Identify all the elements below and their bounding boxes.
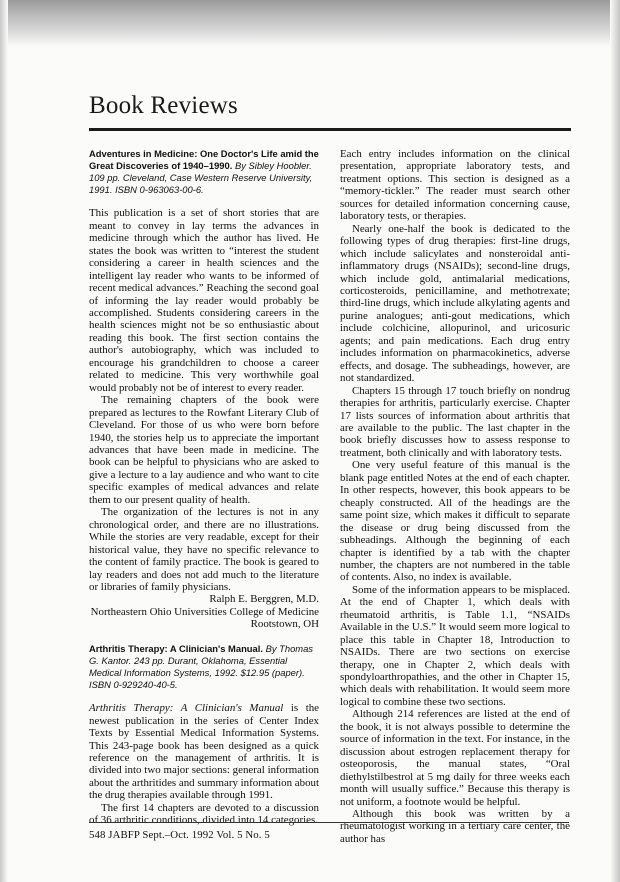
scan-shadow-top [0,0,620,46]
footer-citation: 548 JABFP Sept.–Oct. 1992 Vol. 5 No. 5 [89,829,270,841]
review-1-signature [89,593,319,630]
reviewer-affiliation: Northeastern Ohio Universities College of Medicine [90,605,319,618]
review-2-book-title: Arthritis Therapy: A Clinician's Manual. [89,642,263,654]
review-1-citation [89,148,319,196]
section-title: Book Reviews [89,92,238,119]
review-2-paragraph: Each entry includes information on the clinical presentation, appropriate laboratory tests, and treatment options. This section is designed as a “memory-tickler.” The reader must search other sources for detailed information concerning cause, laboratory tests, or therapies. [340,148,570,223]
review-2-paragraph: Chapters 15 through 17 touch briefly on nondrug therapies for arthritis, particularly exercise. Chapter 17 lists sources of information about arthritis that are available to the public. The last chapter in the book briefly discusses how to assess response to treatment, both clinically and with laboratory tests. [340,384,570,459]
review-2-paragraph: The first 14 chapters are devoted to a discussion of 36 arthritic conditions, divided into 14 categories. [89,801,319,827]
reviewer-name: Ralph E. Berggren, M.D. [209,593,319,606]
left-column [89,148,319,827]
review-2-lead-title: Arthritis Therapy: A Clinician's Manual [89,702,284,715]
review-2-paragraph: Although 214 references are listed at the end of the book, it is not always possible to determine the source of information in the text. For instance, in the discussion about estrogen replacement therapy for osteoporosis, the manual states, “Oral diethylstilbestrol at 5 mg daily for three weeks each month will usually suffice.” Because this therapy is not uniform, a footnote would be helpful. [340,708,570,808]
review-2-paragraph: One very useful feature of this manual is the blank page entitled Notes at the end of each chapter. In other respects, however, this book appears to be cheaply constructed. All of the headings are the same point size, which makes it difficult to separate the disease or drug being discussed from the subheadings. Although the beginning of each chapter is identified by a tab with the chapter number, the chapters are not numbered in the table of contents. Also, no index is available. [340,459,570,584]
review-1-paragraph: The organization of the lectures is not in any chronological order, and there are no illustrations. While the stories are very readable, except for their historical value, they have no specific relevance to the content of family practice. The book is geared to lay readers and does not add much to the literature or libraries of family physicians. [89,506,319,593]
page-footer [89,822,569,841]
scan-shadow-left [0,0,8,882]
page-header [89,92,571,131]
review-2-lead-text: is the newest publication in the series of Center Index Texts by Essential Medical Information Systems. This 243-page book has been designed as a quick reference on the management of arthritis. It is divided into two major sections: general information about the arthritides and summary information about the drug therapies available through 1991. [89,702,319,802]
review-2-book-meta: By Thomas G. Kantor. 243 pp. Durant, Oklahoma, Essential Medical Information Systems, 1992. $12.95 (paper). ISBN 0-929240-40-5. [89,642,313,691]
review-2-lead-paragraph [89,702,319,802]
review-1-paragraph: The remaining chapters of the book were prepared as lectures to the Rowfant Literary Club of Cleveland. For those of us who were born before 1940, the stories help us to appreciate the important advances that have been made in medicine. The book can be helpful to physicians who are asked to give a lecture to a lay audience and who want to cite specific examples of medical advances and relate them to our present quality of health. [89,394,319,506]
review-1-book-meta: By Sibley Hoobler. 109 pp. Cleveland, Case Western Reserve University, 1991. ISBN 0-963063-00-6. [89,160,313,196]
header-rule [89,128,571,131]
review-2-paragraph: Although this book was written by a rheumatologist working in a tertiary care center, the author has [340,808,570,845]
review-2-paragraph: Nearly one-half the book is dedicated to the following types of drug therapies: first-line drugs, which include salicylates and nonsteroidal anti-inflammatory drugs (NSAIDs); second-line drugs, which include gold, antimalarial medications, corticosteroids, penicillamine, and methotrexate; third-line drugs, which include alkylating agents and purine analogues; anti-gout medications, which include colchicine, allopurinol, and uricosuric agents; and pain medications. Each drug entry includes information on pharmacokinetics, adverse effects, and dosage. The subheadings, however, are not standardized. [340,222,570,385]
scan-shadow-right [610,0,620,882]
review-1-paragraph: This publication is a set of short stories that are meant to convey in lay terms the advances in medicine through which the author has lived. He states the book was written to “interest the student considering a career in health sciences and the intelligent lay reader who wants to be informed of recent medical advances.” Reaching the second goal of informing the lay reader would probably be accomplished. Students considering careers in the health sciences might not be so enthusiastic about reading this book. The first section contains the author's autobiography, which was included to encourage his grandchildren to choose a career related to medicine. This very worthwhile goal would probably not be of interest to every reader. [89,207,319,394]
footer-rule [89,822,569,823]
review-2-paragraph: Some of the information appears to be misplaced. At the end of Chapter 1, which deals with rheumatoid arthritis, is Table 1.1, “NSAIDs Available in the U.S.” It would seem more logical to place this table in Chapter 18, Introduction to NSAIDs. There are two sections on exercise therapy, one in Chapter 2, which deals with spondyloarthropathies, and the other in Chapter 15, which deals with rehabilitation. It would seem more logical to combine these two sections. [340,583,570,708]
review-2-citation [89,643,319,691]
review-1-book-title: Adventures in Medicine: One Doctor's Life amid the Great Discoveries of 1940–1990. [89,148,319,172]
right-column [340,148,570,845]
reviewer-location: Rootstown, OH [250,618,319,631]
